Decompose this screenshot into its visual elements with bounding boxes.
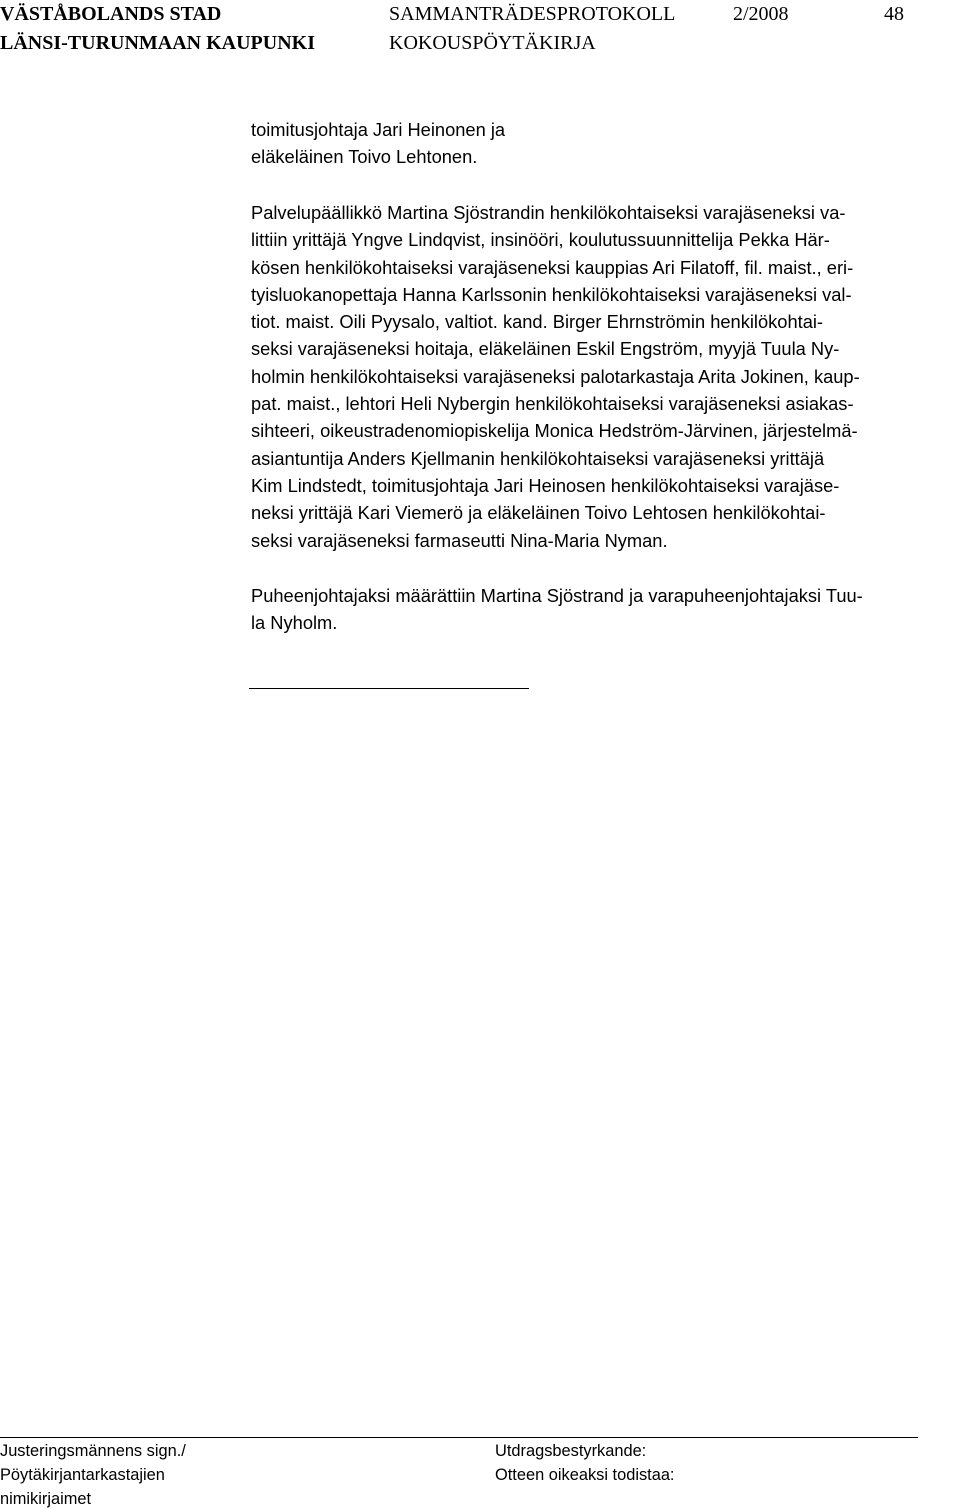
text-line: seksi varajäseneksi hoitaja, eläkeläinen Eskil Engström, myyjä Tuula Ny- — [251, 338, 840, 360]
footer-signature-label-fi: Pöytäkirjantarkastajien — [0, 1466, 165, 1484]
text-line: kösen henkilökohtaiseksi varajäseneksi kauppias Ari Filatoff, fil. maist., eri- — [251, 256, 854, 278]
page-number: 48 — [884, 3, 904, 25]
paragraph-1 — [251, 116, 960, 171]
text-line: Puheenjohtajaksi määrättiin Martina Sjöstrand ja varapuheenjohtajaksi Tuu- — [251, 585, 863, 606]
org-name-finnish: LÄNSI-TURUNMAAN KAUPUNKI — [0, 32, 315, 54]
doc-type-finnish: KOKOUSPÖYTÄKIRJA — [389, 32, 596, 54]
paragraph-2 — [251, 199, 960, 554]
text-line: tiot. maist. Oili Pyysalo, valtiot. kand. Birger Ehrnströmin henkilökohtai- — [251, 311, 824, 333]
text-line: toimitusjohtaja Jari Heinonen ja — [251, 119, 506, 140]
footer-divider — [0, 1437, 918, 1438]
text-line: pat. maist., lehtori Heli Nybergin henkilökohtaiseksi varajäseneksi asiakas- — [251, 393, 854, 415]
doc-type-swedish: SAMMANTRÄDESPROTOKOLL — [389, 3, 676, 25]
text-line: tyisluokanopettaja Hanna Karlssonin henkilökohtaiseksi varajäseneksi val- — [251, 283, 852, 305]
footer-signature-label-sv: Justeringsmännens sign./ — [0, 1442, 186, 1460]
issue-number: 2/2008 — [733, 3, 789, 25]
text-line: Palvelupäällikkö Martina Sjöstrandin henkilökohtaiseksi varajäseneksi va- — [251, 202, 846, 223]
org-name-swedish: VÄSTÅBOLANDS STAD — [0, 3, 222, 25]
text-line: eläkeläinen Toivo Lehtonen. — [251, 146, 478, 168]
text-line: Kim Lindstedt, toimitusjohtaja Jari Heinosen henkilökohtaiseksi varajäse- — [251, 474, 840, 496]
text-line: holmin henkilökohtaiseksi varajäseneksi palotarkastaja Arita Jokinen, kaup- — [251, 365, 860, 387]
text-line: neksi yrittäjä Kari Viemerö ja eläkeläinen Toivo Lehtosen henkilökohtai- — [251, 502, 826, 524]
paragraph-3 — [251, 582, 960, 637]
text-line: la Nyholm. — [251, 612, 338, 634]
text-line: asiantuntija Anders Kjellmanin henkilökohtaiseksi varajäseneksi yrittäjä — [251, 447, 825, 469]
text-line: sihteeri, oikeustradenomiopiskelija Monica Hedström-Järvinen, järjestelmä- — [251, 420, 858, 442]
footer-signature-label-fi-2: nimikirjaimet — [0, 1490, 92, 1508]
footer-certification-label-sv: Utdragsbestyrkande: — [495, 1442, 647, 1460]
section-divider — [249, 688, 529, 689]
text-line: littiin yrittäjä Yngve Lindqvist, insinööri, koulutussuunnittelija Pekka Här- — [251, 229, 830, 251]
footer-certification-label-fi: Otteen oikeaksi todistaa: — [495, 1466, 675, 1484]
text-line: seksi varajäseneksi farmaseutti Nina-Maria Nyman. — [251, 529, 668, 551]
